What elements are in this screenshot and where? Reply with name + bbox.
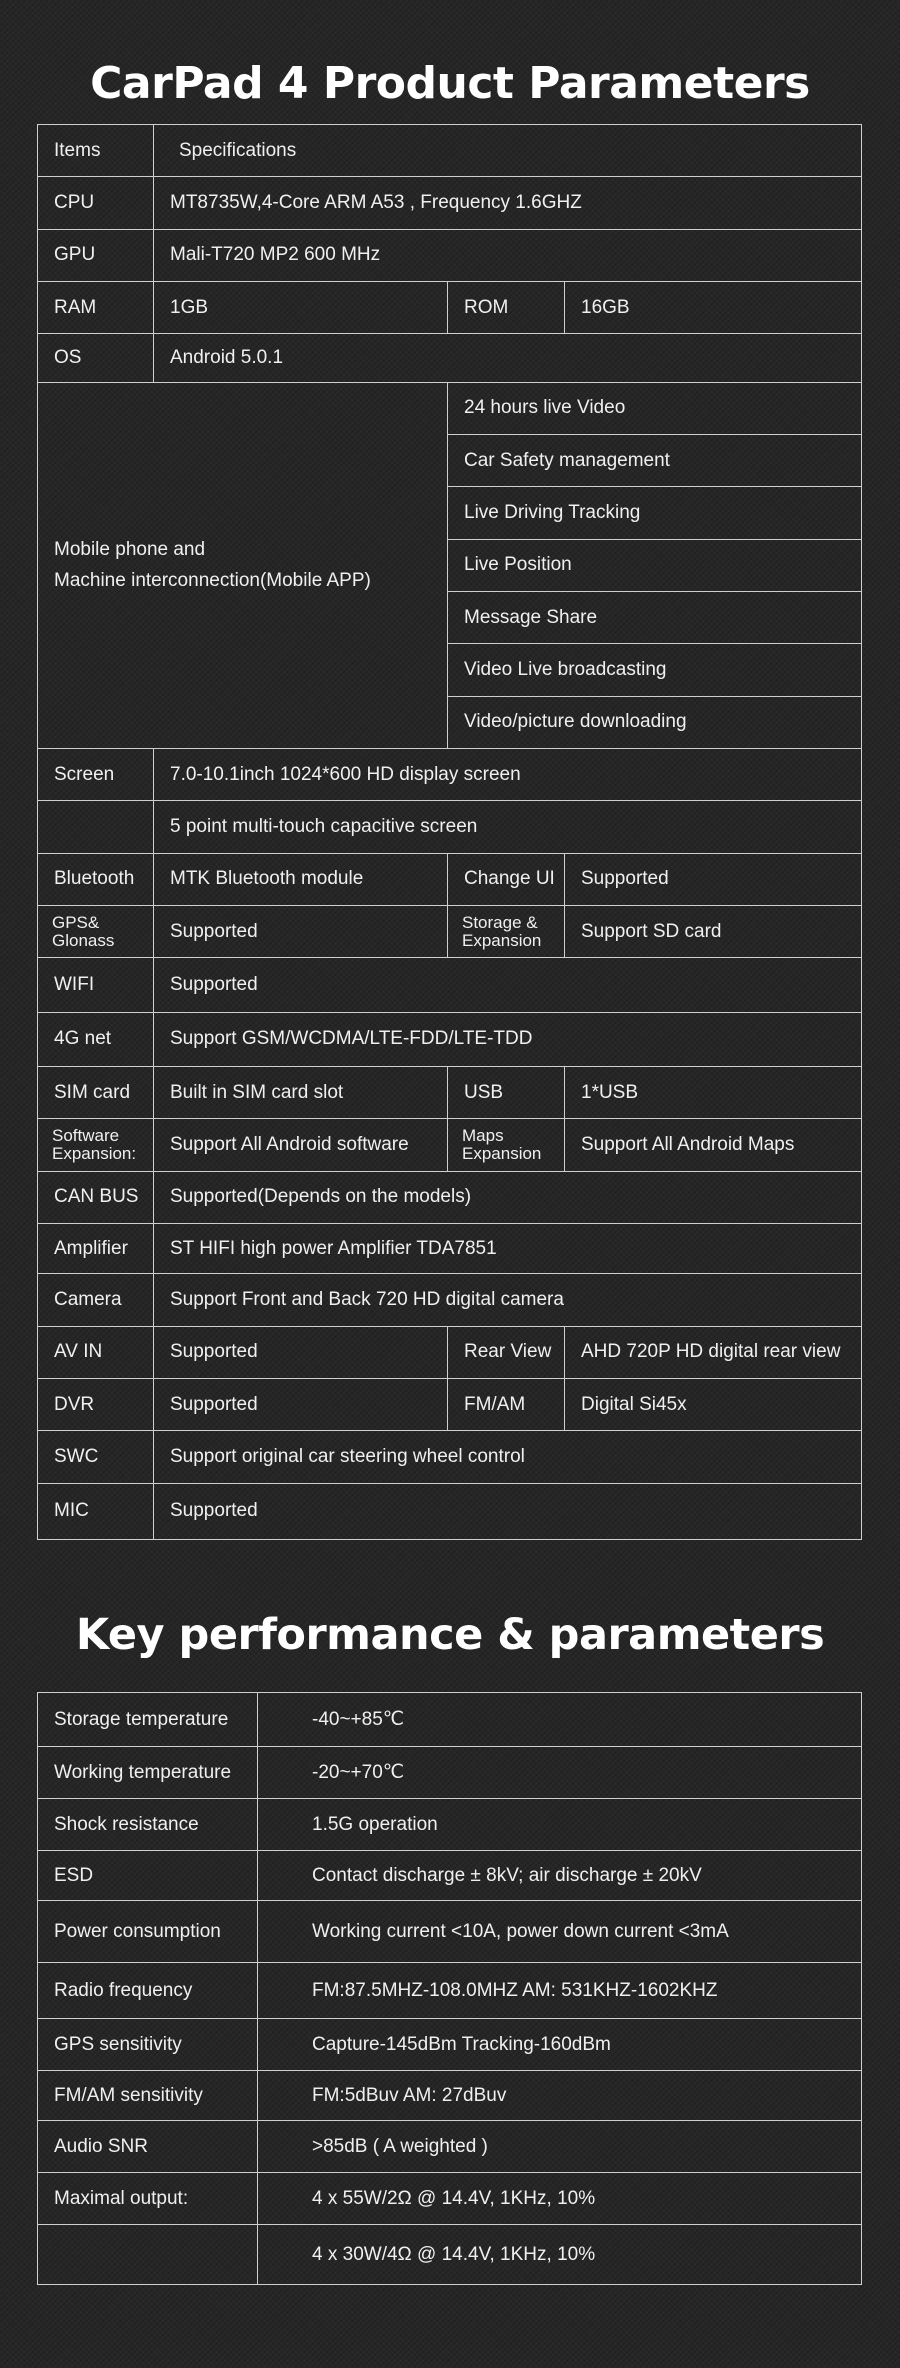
mobile-app-label-line1: Mobile phone and (54, 539, 206, 561)
rear-view-label: Rear View (448, 1326, 565, 1378)
table-row (38, 281, 862, 333)
ram-value: 1GB (154, 281, 448, 333)
table-row (38, 1963, 862, 2019)
perf-value: FM:5dBuv AM: 27dBuv (258, 2071, 862, 2121)
app-feature-position: Live Position (448, 539, 862, 591)
table-row (38, 1901, 862, 1963)
table-row (38, 1431, 862, 1483)
app-feature-tracking: Live Driving Tracking (448, 487, 862, 539)
canbus-label: CAN BUS (38, 1171, 154, 1223)
perf-label: Maximal output: (38, 2173, 258, 2225)
usb-label: USB (448, 1066, 565, 1118)
software-value: Support All Android software (154, 1119, 448, 1171)
gps-label-line1: GPS& (52, 912, 100, 932)
perf-value: >85dB ( A weighted ) (258, 2121, 862, 2173)
app-feature-message: Message Share (448, 591, 862, 643)
perf-label: GPS sensitivity (38, 2019, 258, 2071)
camera-label: Camera (38, 1274, 154, 1326)
table-row (38, 1119, 862, 1171)
table-row (38, 382, 862, 434)
table-row (38, 1012, 862, 1066)
sim-label: SIM card (38, 1066, 154, 1118)
maps-label (448, 1119, 565, 1171)
software-label-line2: Expansion: (52, 1143, 137, 1163)
table-row (38, 2071, 862, 2121)
mic-label: MIC (38, 1483, 154, 1539)
ram-label: RAM (38, 281, 154, 333)
table-row (38, 1223, 862, 1273)
storage-label-line1: Storage & (462, 912, 538, 932)
table-row (38, 2121, 862, 2173)
table-row (38, 1066, 862, 1118)
rear-view-value: AHD 720P HD digital rear view (565, 1326, 862, 1378)
perf-label: Working temperature (38, 1747, 258, 1799)
table-row (38, 1799, 862, 1851)
maps-label-line2: Expansion (462, 1143, 542, 1163)
mic-value: Supported (154, 1483, 862, 1539)
perf-value: Contact discharge ± 8kV; air discharge ± 20kV (258, 1851, 862, 1901)
rom-label: ROM (448, 281, 565, 333)
gpu-label: GPU (38, 229, 154, 281)
app-feature-download: Video/picture downloading (448, 696, 862, 748)
storage-label-line2: Expansion (462, 930, 542, 950)
rom-value: 16GB (565, 281, 862, 333)
perf-label: Storage temperature (38, 1693, 258, 1747)
perf-label: Power consumption (38, 1901, 258, 1963)
swc-value: Support original car steering wheel control (154, 1431, 862, 1483)
perf-value: Capture-145dBm Tracking-160dBm (258, 2019, 862, 2071)
wifi-label: WIFI (38, 958, 154, 1012)
perf-label: Audio SNR (38, 2121, 258, 2173)
key-performance-title: Key performance & parameters (75, 1610, 825, 1660)
mobile-app-label (38, 382, 448, 748)
usb-value: 1*USB (565, 1066, 862, 1118)
items-header: Items (38, 125, 154, 177)
touch-value: 5 point multi-touch capacitive screen (154, 801, 862, 853)
gps-value: Supported (154, 905, 448, 957)
avin-value: Supported (154, 1326, 448, 1378)
perf-label: FM/AM sensitivity (38, 2071, 258, 2121)
perf-label: ESD (38, 1851, 258, 1901)
perf-value: FM:87.5MHZ-108.0MHZ AM: 531KHZ-1602KHZ (258, 1963, 862, 2019)
table-row (38, 1483, 862, 1539)
perf-label: Radio frequency (38, 1963, 258, 2019)
fmam-value: Digital Si45x (565, 1378, 862, 1430)
gps-label-line2: Glonass (52, 930, 115, 950)
specifications-header: Specifications (154, 125, 862, 177)
gpu-value: Mali-T720 MP2 600 MHz (154, 229, 862, 281)
table-row (38, 1274, 862, 1326)
key-performance-table (37, 1692, 862, 2285)
canbus-value: Supported(Depends on the models) (154, 1171, 862, 1223)
product-parameters-title: CarPad 4 Product Parameters (90, 58, 810, 109)
storage-value: Support SD card (565, 905, 862, 957)
storage-label (448, 905, 565, 957)
gps-label (38, 905, 154, 957)
table-row (38, 1171, 862, 1223)
bluetooth-label: Bluetooth (38, 853, 154, 905)
sim-value: Built in SIM card slot (154, 1066, 448, 1118)
table-row (38, 905, 862, 957)
table-row (38, 1851, 862, 1901)
4g-label: 4G net (38, 1012, 154, 1066)
app-feature-live-video: 24 hours live Video (448, 382, 862, 434)
table-row (38, 1693, 862, 1747)
table-row (38, 748, 862, 800)
perf-value: -40~+85℃ (258, 1693, 862, 1747)
dvr-value: Supported (154, 1378, 448, 1430)
screen-value: 7.0-10.1inch 1024*600 HD display screen (154, 748, 862, 800)
change-ui-value: Supported (565, 853, 862, 905)
perf-value: Working current <10A, power down current <3mA (258, 1901, 862, 1963)
table-row (38, 1326, 862, 1378)
table-row (38, 1747, 862, 1799)
table-row (38, 125, 862, 177)
os-label: OS (38, 334, 154, 382)
perf-value: 4 x 30W/4Ω @ 14.4V, 1KHz, 10% (258, 2225, 862, 2285)
camera-value: Support Front and Back 720 HD digital camera (154, 1274, 862, 1326)
table-row (38, 1378, 862, 1430)
table-row (38, 958, 862, 1012)
perf-value: 1.5G operation (258, 1799, 862, 1851)
4g-value: Support GSM/WCDMA/LTE-FDD/LTE-TDD (154, 1012, 862, 1066)
perf-value: -20~+70℃ (258, 1747, 862, 1799)
wifi-value: Supported (154, 958, 862, 1012)
screen-label: Screen (38, 748, 154, 800)
perf-label: Shock resistance (38, 1799, 258, 1851)
table-row (38, 229, 862, 281)
change-ui-label: Change UI (448, 853, 565, 905)
fmam-label: FM/AM (448, 1378, 565, 1430)
mobile-app-label-line2: Machine interconnection(Mobile APP) (54, 570, 371, 592)
cpu-value: MT8735W,4-Core ARM A53 , Frequency 1.6GHZ (154, 177, 862, 229)
table-row (38, 2019, 862, 2071)
software-label-line1: Software (52, 1125, 120, 1145)
amplifier-value: ST HIFI high power Amplifier TDA7851 (154, 1223, 862, 1273)
amplifier-label: Amplifier (38, 1223, 154, 1273)
maps-value: Support All Android Maps (565, 1119, 862, 1171)
maps-label-line1: Maps (462, 1125, 504, 1145)
table-row (38, 853, 862, 905)
avin-label: AV IN (38, 1326, 154, 1378)
perf-value: 4 x 55W/2Ω @ 14.4V, 1KHz, 10% (258, 2173, 862, 2225)
product-parameters-table (37, 124, 862, 1540)
swc-label: SWC (38, 1431, 154, 1483)
dvr-label: DVR (38, 1378, 154, 1430)
cpu-label: CPU (38, 177, 154, 229)
software-label (38, 1119, 154, 1171)
table-row (38, 2225, 862, 2285)
app-feature-broadcast: Video Live broadcasting (448, 644, 862, 696)
table-row (38, 334, 862, 382)
table-row (38, 801, 862, 853)
app-feature-safety: Car Safety management (448, 434, 862, 486)
table-row (38, 2173, 862, 2225)
os-value: Android 5.0.1 (154, 334, 862, 382)
table-row (38, 177, 862, 229)
bluetooth-value: MTK Bluetooth module (154, 853, 448, 905)
empty-cell (38, 801, 154, 853)
perf-label (38, 2225, 258, 2285)
